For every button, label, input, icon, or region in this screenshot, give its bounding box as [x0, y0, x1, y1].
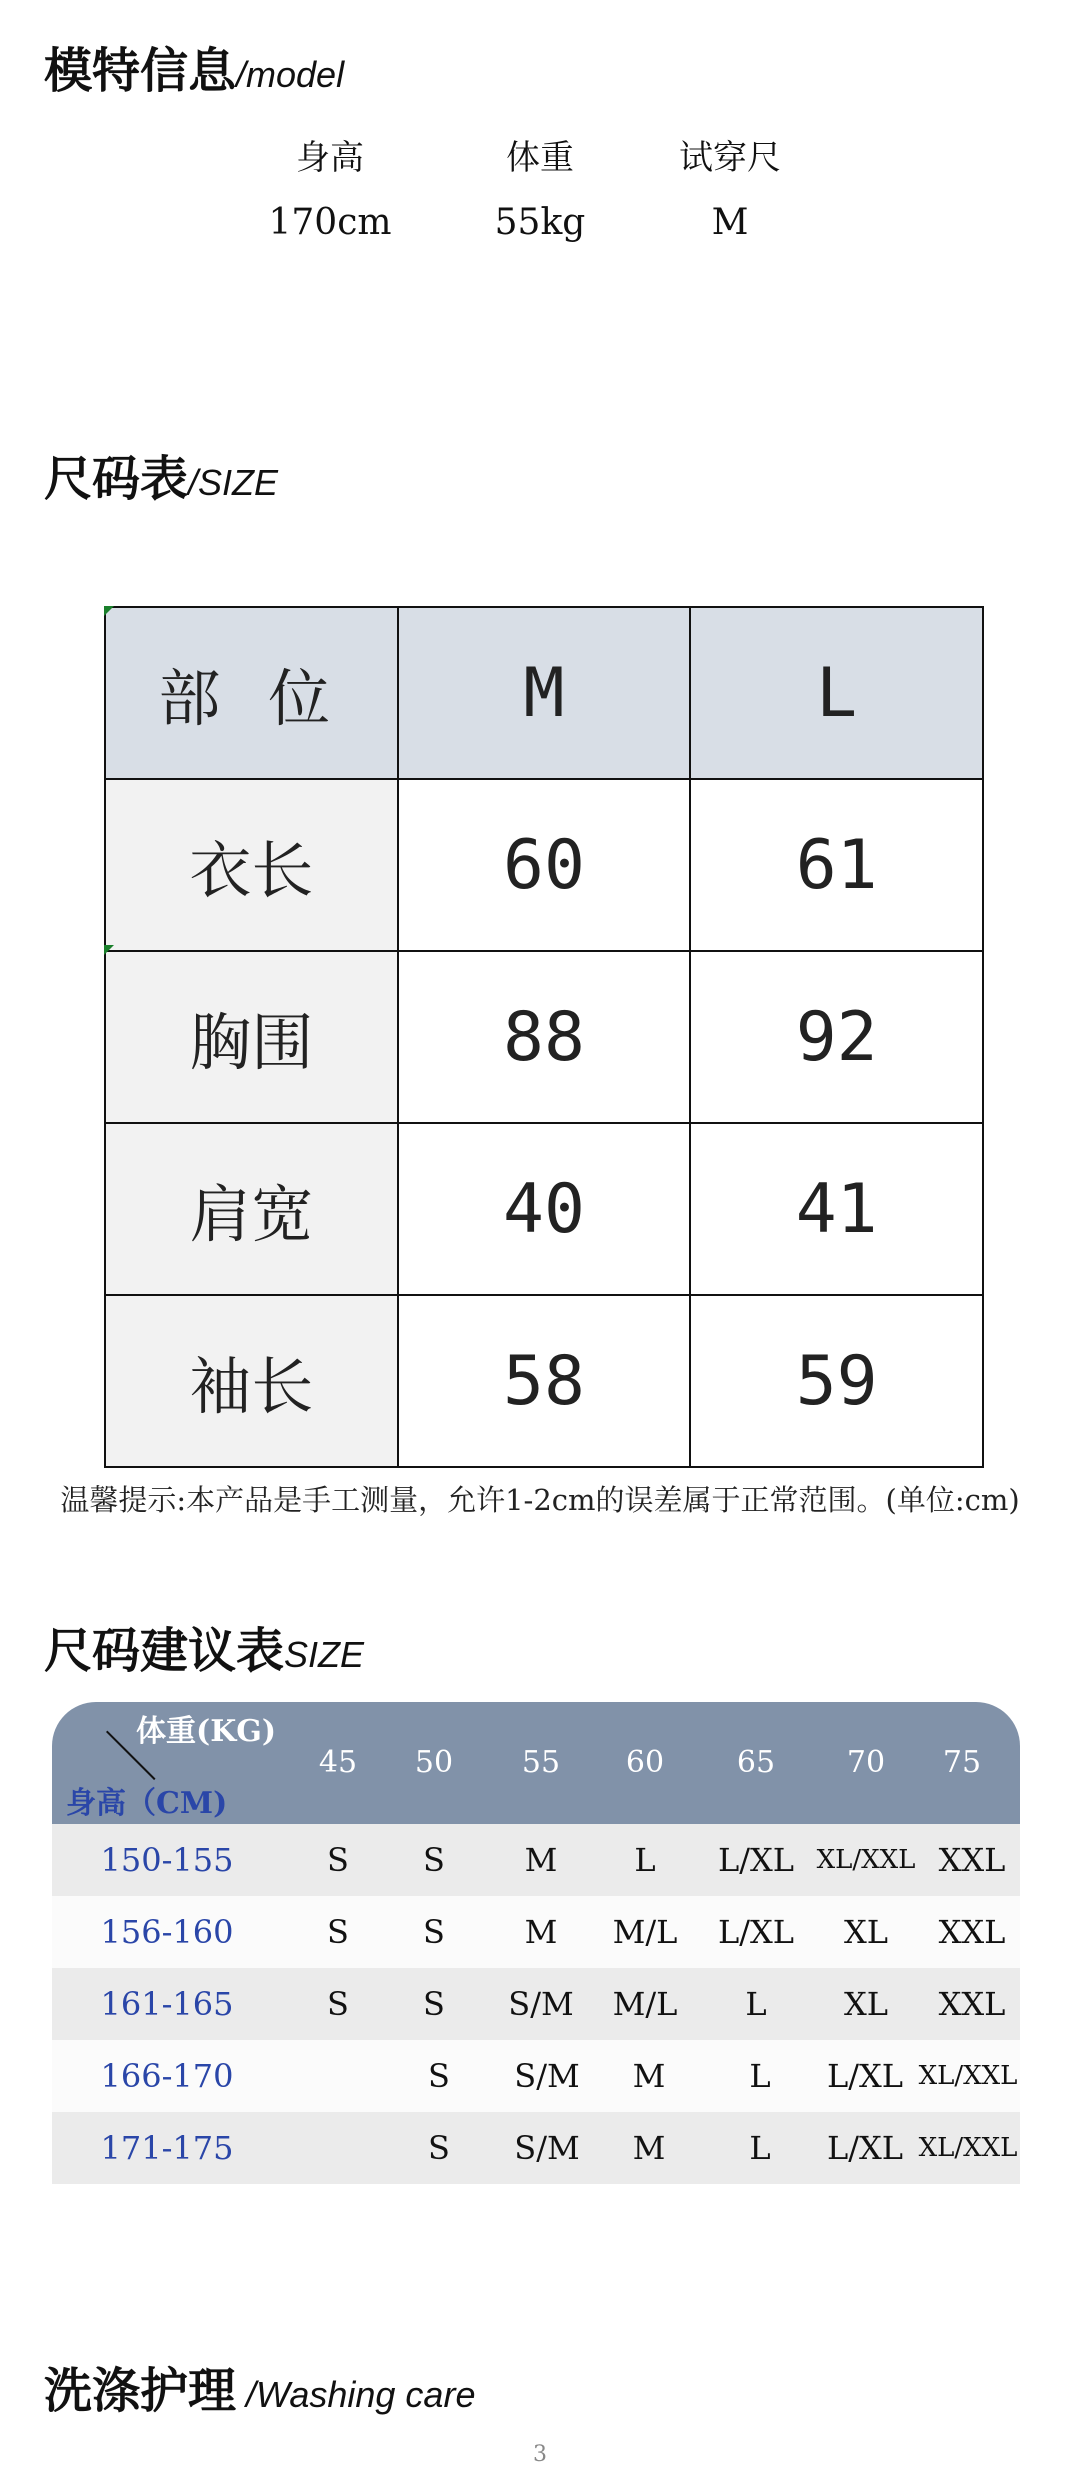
model-info-grid — [230, 130, 830, 274]
model-value-height: 170cm — [268, 202, 392, 243]
size-suggestion-table — [52, 1702, 1020, 2184]
height-range-cell: 171-175 — [100, 2129, 234, 2167]
size-cell: L/XL — [826, 2129, 904, 2167]
height-axis-label: 身高（CM) — [66, 1786, 228, 1821]
model-value-row — [230, 202, 830, 274]
size-cell: M — [524, 1913, 558, 1951]
size-header-part: 部 位 — [105, 607, 398, 779]
size-cell: XL/XXL — [816, 1845, 916, 1875]
size-cell: S — [423, 1841, 445, 1879]
weight-header-cell: 65 — [736, 1745, 776, 1780]
model-header-size: 试穿尺 — [679, 138, 781, 178]
size-section-title — [44, 440, 278, 509]
size-cell: S — [327, 1841, 349, 1879]
size-cell: XXL — [938, 1913, 1006, 1951]
weight-header-cell: 75 — [942, 1745, 982, 1780]
size-subtitle-text: /SIZE — [188, 462, 279, 503]
size-title-text: 尺码表 — [44, 451, 189, 507]
size-cell: S — [428, 2129, 450, 2167]
model-value-weight: 55kg — [494, 202, 586, 243]
table-row — [52, 1824, 1020, 1896]
washing-subtitle-text: /Washing care — [236, 2374, 476, 2415]
height-range-cell: 166-170 — [100, 2057, 234, 2095]
weight-header-cell: 60 — [625, 1745, 665, 1780]
weight-axis-label: 体重(KG) — [136, 1714, 277, 1749]
size-cell: M/L — [612, 1913, 678, 1951]
size-header-m: M — [398, 607, 691, 779]
size-note: 温馨提示:本产品是手工测量，允许1-2cm的误差属于正常范围。(单位:cm) — [60, 1483, 1020, 1517]
size-part-cell: 胸围 — [105, 951, 398, 1123]
size-cell: M/L — [612, 1985, 678, 2023]
suggestion-header-row — [52, 1702, 1020, 1824]
model-section-title — [44, 32, 344, 101]
model-header-row — [230, 130, 830, 202]
table-row — [105, 1123, 983, 1295]
size-cell: L — [745, 1985, 767, 2023]
size-cell: XXL — [938, 1841, 1006, 1879]
model-header-weight: 体重 — [506, 138, 574, 178]
size-chart-table — [104, 606, 984, 1468]
size-part-cell: 肩宽 — [105, 1123, 398, 1295]
size-value-cell: 41 — [690, 1123, 983, 1295]
size-cell: S — [428, 2057, 450, 2095]
size-cell: XL — [843, 1913, 889, 1951]
model-subtitle-text: /model — [236, 54, 345, 95]
size-value-cell: 58 — [398, 1295, 691, 1467]
size-cell: L — [749, 2129, 771, 2167]
table-row — [105, 951, 983, 1123]
size-value-cell: 60 — [398, 779, 691, 951]
size-cell: L/XL — [717, 1841, 795, 1879]
model-title-text: 模特信息 — [44, 43, 237, 99]
table-row — [105, 779, 983, 951]
height-range-cell: 150-155 — [100, 1841, 234, 1879]
size-value-cell: 92 — [690, 951, 983, 1123]
size-value-cell: 59 — [690, 1295, 983, 1467]
size-cell — [288, 2040, 388, 2112]
size-cell: XL/XXL — [918, 2133, 1018, 2163]
size-cell: L — [749, 2057, 771, 2095]
size-value-cell: 88 — [398, 951, 691, 1123]
cell-marker-icon — [104, 606, 114, 616]
size-cell: M — [632, 2129, 666, 2167]
page-number: 3 — [533, 2442, 547, 2467]
size-part-cell: 衣长 — [105, 779, 398, 951]
size-cell — [288, 2112, 388, 2184]
size-cell: XXL — [938, 1985, 1006, 2023]
size-cell: S/M — [514, 2057, 580, 2095]
size-cell: S — [423, 1985, 445, 2023]
table-row — [52, 1896, 1020, 1968]
weight-header-cell: 55 — [521, 1745, 561, 1780]
weight-header-cell: 45 — [318, 1745, 358, 1780]
size-cell: L/XL — [717, 1913, 795, 1951]
size-header-l: L — [690, 607, 983, 779]
size-cell: XL — [843, 1985, 889, 2023]
size-cell: S — [423, 1913, 445, 1951]
size-cell: S/M — [508, 1985, 574, 2023]
weight-header-cell: 70 — [846, 1745, 886, 1780]
suggestion-subtitle-text: SIZE — [284, 1634, 365, 1675]
size-cell: M — [524, 1841, 558, 1879]
weight-header-cell: 50 — [414, 1745, 454, 1780]
suggestion-title-text: 尺码建议表 — [44, 1623, 285, 1679]
table-row — [52, 2112, 1020, 2184]
model-header-height: 身高 — [296, 138, 364, 178]
height-range-cell: 161-165 — [100, 1985, 234, 2023]
table-row — [105, 1295, 983, 1467]
size-cell: S — [327, 1985, 349, 2023]
cell-marker-icon — [104, 945, 114, 955]
size-cell: L — [634, 1841, 656, 1879]
size-cell: S — [327, 1913, 349, 1951]
table-row — [52, 1968, 1020, 2040]
size-cell: L/XL — [826, 2057, 904, 2095]
suggestion-section-title — [44, 1612, 364, 1681]
washing-section-title — [44, 2352, 475, 2421]
height-range-cell: 156-160 — [100, 1913, 234, 1951]
size-cell: XL/XXL — [918, 2061, 1018, 2091]
size-cell: M — [632, 2057, 666, 2095]
size-value-cell: 40 — [398, 1123, 691, 1295]
model-value-size: M — [711, 202, 749, 243]
washing-title-text: 洗涤护理 — [44, 2363, 237, 2419]
size-cell: S/M — [514, 2129, 580, 2167]
size-value-cell: 61 — [690, 779, 983, 951]
size-part-cell: 袖长 — [105, 1295, 398, 1467]
size-chart-header-row — [105, 607, 983, 779]
table-row — [52, 2040, 1020, 2112]
